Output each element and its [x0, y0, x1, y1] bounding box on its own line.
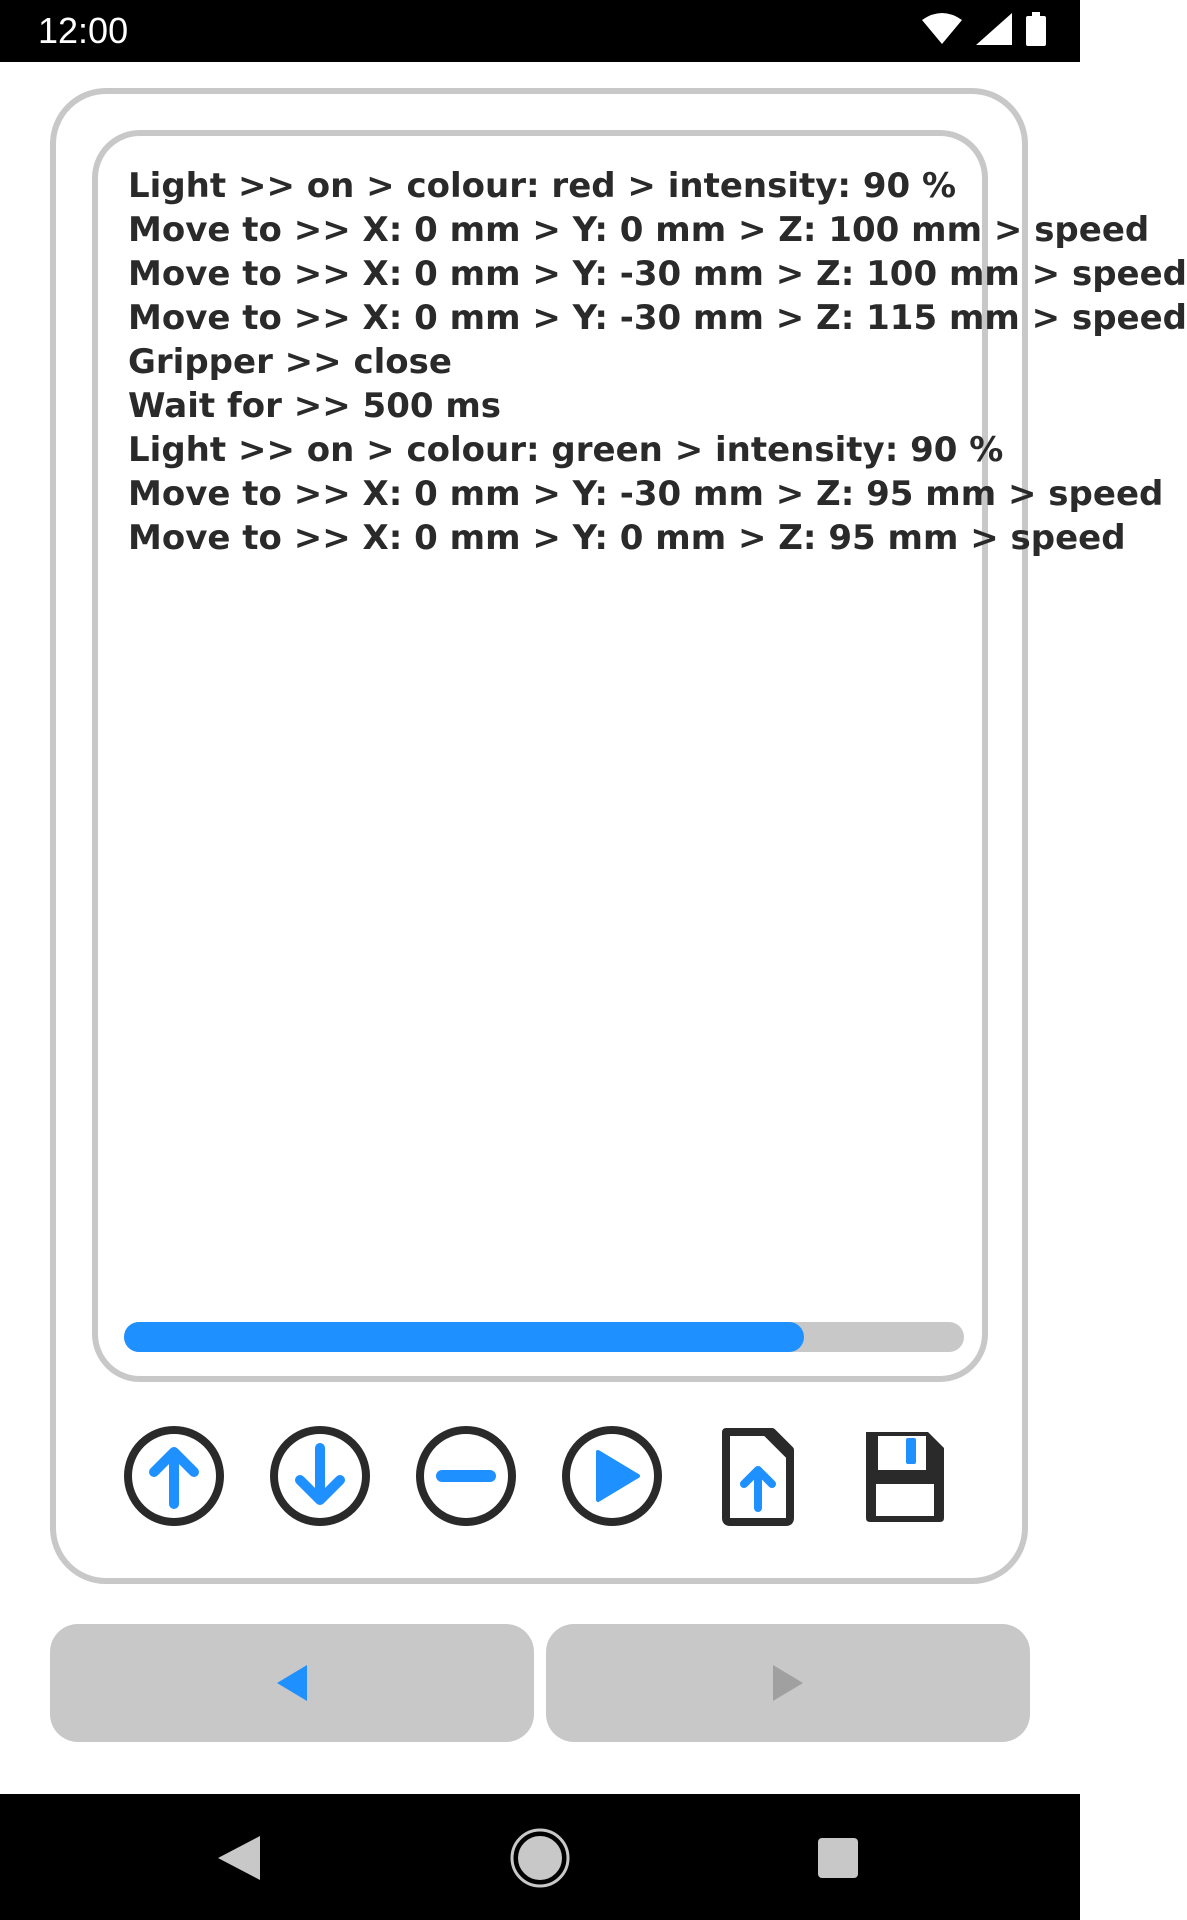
previous-button[interactable] — [50, 1624, 534, 1742]
home-icon — [500, 1818, 580, 1898]
program-step[interactable]: Light >> on > colour: green > intensity: 90 % — [128, 430, 1004, 470]
battery-icon — [1026, 12, 1046, 50]
remove-step-button[interactable] — [414, 1424, 518, 1528]
status-bar — [0, 0, 1080, 62]
system-navigation-bar — [0, 1794, 1080, 1920]
minus-circle-icon — [414, 1424, 518, 1528]
system-recents-button[interactable] — [798, 1818, 878, 1898]
program-step[interactable]: Move to >> X: 0 mm > Y: 0 mm > Z: 95 mm > speed — [128, 518, 1126, 558]
recents-icon — [798, 1818, 878, 1898]
program-step[interactable]: Move to >> X: 0 mm > Y: -30 mm > Z: 115 mm > speed — [128, 298, 1187, 338]
program-toolbar — [122, 1424, 958, 1528]
cellular-signal-icon — [976, 13, 1012, 49]
system-home-button[interactable] — [500, 1818, 580, 1898]
program-panel — [92, 130, 1187, 1382]
progress-bar-fill — [124, 1322, 804, 1352]
move-down-button[interactable] — [268, 1424, 372, 1528]
arrow-down-circle-icon — [268, 1424, 372, 1528]
status-icons — [922, 14, 1046, 48]
program-step[interactable]: Move to >> X: 0 mm > Y: -30 mm > Z: 100 mm > speed — [128, 254, 1187, 294]
program-step[interactable]: Gripper >> close — [128, 342, 452, 382]
save-floppy-icon — [852, 1424, 956, 1528]
run-program-button[interactable] — [560, 1424, 664, 1528]
triangle-left-icon — [275, 1663, 309, 1703]
system-back-button[interactable] — [200, 1818, 280, 1898]
program-step[interactable]: Light >> on > colour: red > intensity: 90 % — [128, 166, 957, 206]
load-file-button[interactable] — [706, 1424, 810, 1528]
program-list[interactable] — [128, 164, 1187, 560]
back-icon — [200, 1818, 280, 1898]
move-up-button[interactable] — [122, 1424, 226, 1528]
progress-bar — [124, 1322, 964, 1352]
triangle-right-icon — [771, 1663, 805, 1703]
program-step[interactable]: Move to >> X: 0 mm > Y: 0 mm > Z: 100 mm > speed — [128, 210, 1150, 250]
status-time: 12:00 — [38, 10, 129, 51]
save-program-button[interactable] — [852, 1424, 956, 1528]
program-step[interactable]: Wait for >> 500 ms — [128, 386, 502, 426]
program-step[interactable]: Move to >> X: 0 mm > Y: -30 mm > Z: 95 mm > speed — [128, 474, 1164, 514]
file-upload-icon — [706, 1424, 810, 1528]
wifi-icon — [922, 14, 962, 48]
play-circle-icon — [560, 1424, 664, 1528]
arrow-up-circle-icon — [122, 1424, 226, 1528]
next-button[interactable] — [546, 1624, 1030, 1742]
